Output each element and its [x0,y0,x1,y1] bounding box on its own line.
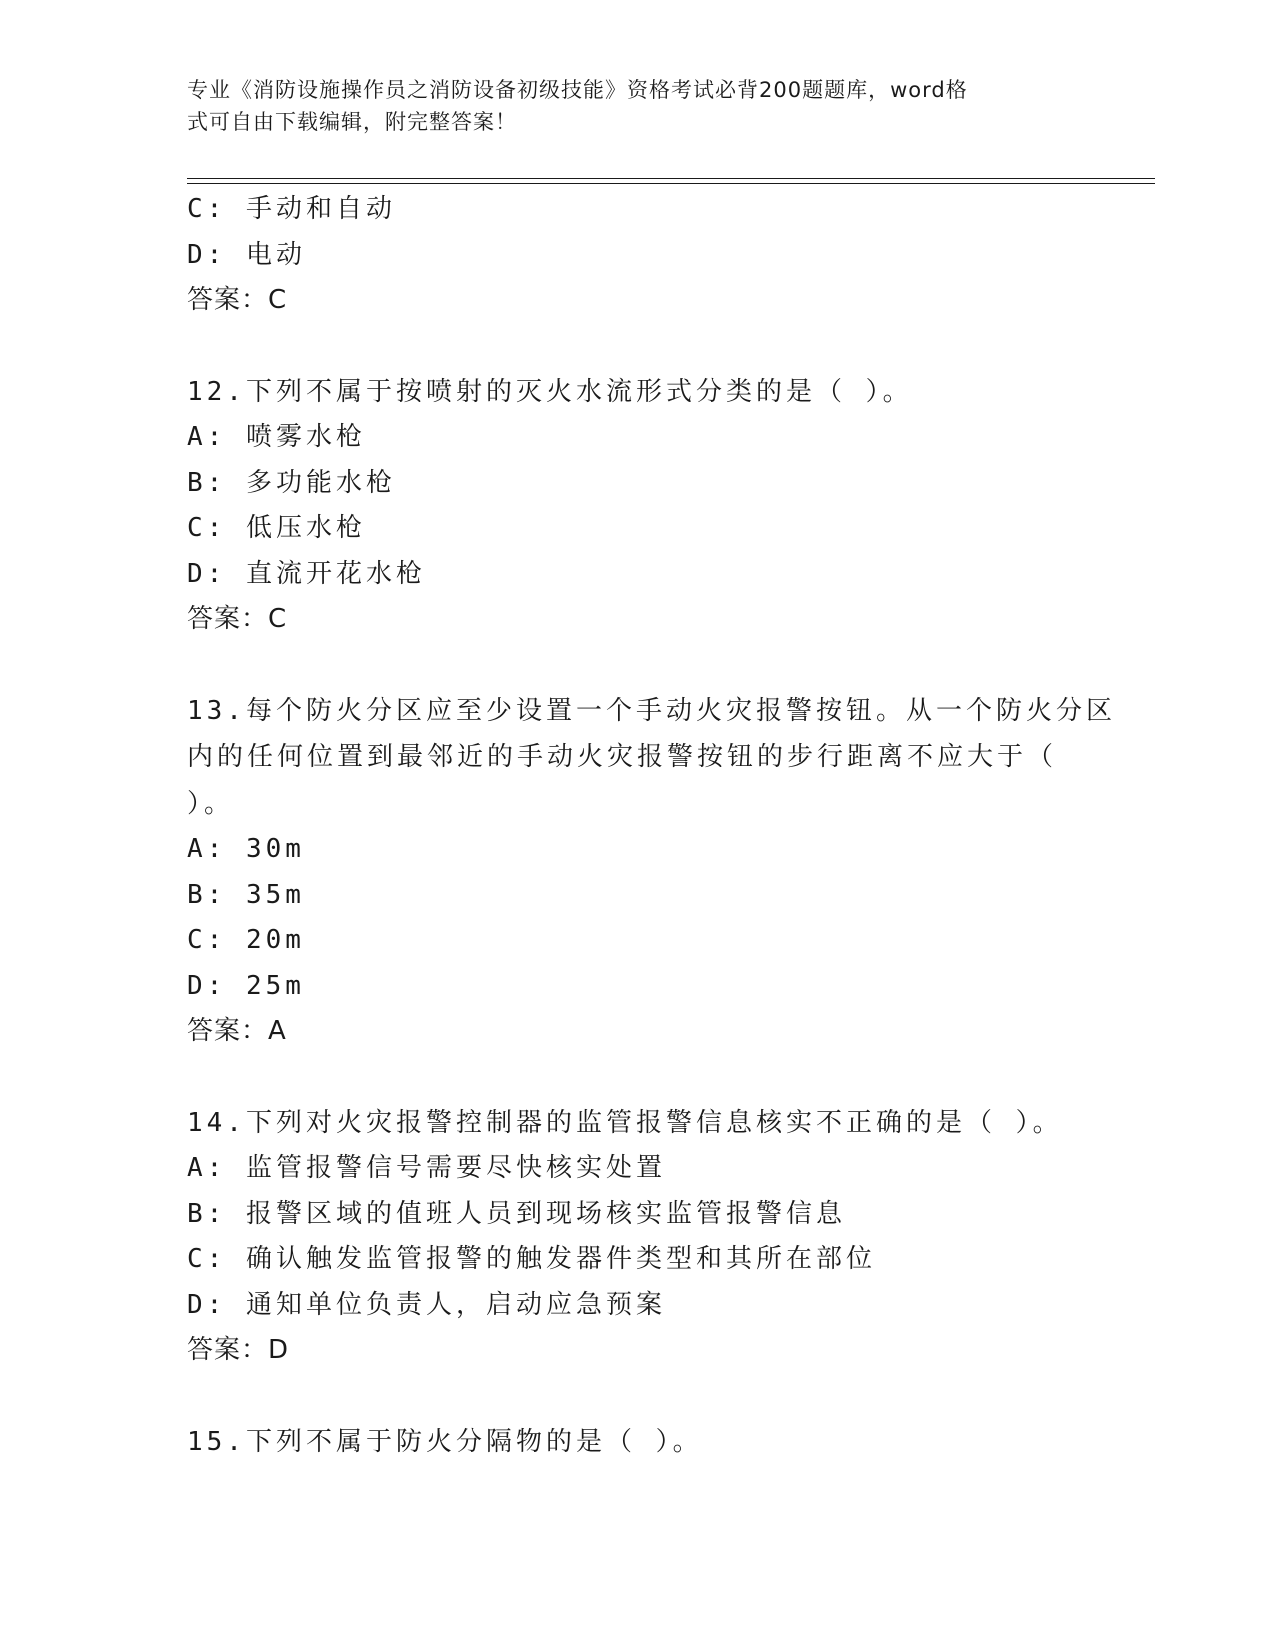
option-c: C: 手动和自动 [187,194,396,224]
spacer [187,1055,1107,1100]
question-block-15 [187,1419,1107,1466]
spacer [187,643,1107,688]
answer-line: 答案：C [187,285,288,315]
question-text-line-3: ）。 [187,788,235,819]
answer-line: 答案：C [187,604,288,634]
option-a: A: 30m [187,834,305,864]
answer-line: 答案：A [187,1016,287,1046]
question-text: 15.下列不属于防火分隔物的是（ ）。 [187,1426,703,1457]
option-d: D: 直流开花水枪 [187,558,426,589]
question-text-line-2: 内的任何位置到最邻近的手动火灾报警按钮的步行距离不应大于（ [187,742,1058,772]
spacer [187,324,1107,369]
question-text: 14.下列对火灾报警控制器的监管报警信息核实不正确的是（ ）。 [187,1107,1063,1138]
header-rule-top [187,178,1155,179]
question-block-11 [187,187,1107,324]
question-text-line-1: 13.每个防火分区应至少设置一个手动火灾报警按钮。从一个防火分区 [187,695,1116,726]
option-d: D: 电动 [187,239,306,270]
option-c: C: 20m [187,925,305,955]
option-a: A: 监管报警信号需要尽快核实处置 [187,1153,666,1183]
option-b: B: 多功能水枪 [187,467,396,498]
header-line-2: 式可自由下载编辑，附完整答案！ [187,110,517,134]
option-b: B: 35m [187,879,305,910]
question-block-14 [187,1100,1107,1374]
header-line-1: 专业《消防设施操作员之消防设备初级技能》资格考试必背200题题库，word格 [187,78,968,102]
header-rule-bottom [187,183,1155,184]
question-list [187,187,1116,1465]
answer-line: 答案：D [187,1335,290,1365]
option-d: D: 通知单位负责人，启动应急预案 [187,1289,666,1320]
question-text: 12.下列不属于按喷射的灭火水流形式分类的是（ ）。 [187,376,913,407]
question-block-12 [187,369,1107,643]
document-header [187,74,1067,138]
spacer [187,1374,1107,1419]
option-c: C: 确认触发监管报警的触发器件类型和其所在部位 [187,1244,876,1274]
option-a: A: 喷雾水枪 [187,422,366,452]
option-c: C: 低压水枪 [187,513,366,543]
option-d: D: 25m [187,970,305,1001]
option-b: B: 报警区域的值班人员到现场核实监管报警信息 [187,1198,846,1229]
question-block-13 [187,688,1116,1055]
